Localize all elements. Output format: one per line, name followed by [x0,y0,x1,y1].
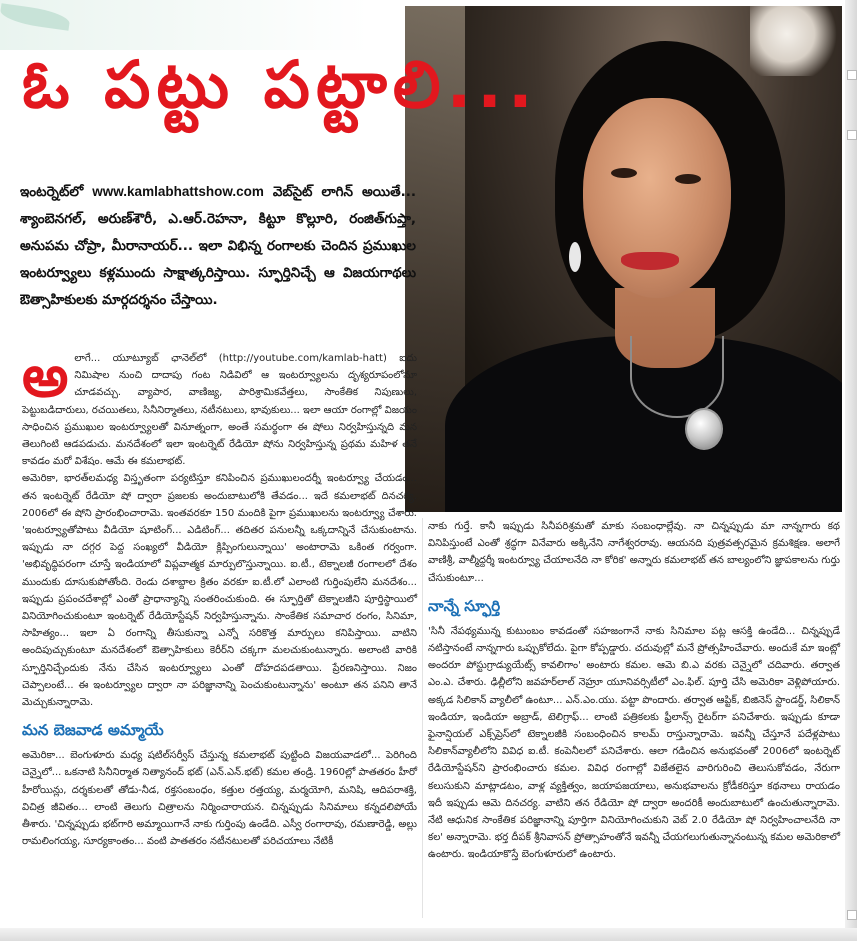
frame-square [847,70,857,80]
left-column [22,342,417,850]
drop-cap: అ [22,342,69,410]
right-paragraph-1: నాకు గుర్తే. కానీ ఇప్పుడు సినీపరిశ్రమతో మాకు సంబంధాల్లేవు. నా చిన్నప్పుడు మా నాన్నగారు కథ వినిపిస్తుంటే ఎంతో శ్రద్ధగా వినేవారు అక్కినేని నాగేశ్వరరావు. ఆయనది పుత్రవత్సరమైన క్రమశిక్షణ. అలాగే వాణిశ్రీ, వాల్మీద్దర్శీ ఇంటర్వ్యూ చేయాలనేది నా కోరిక' అన్నారు కమలాభట్ తన బాల్యంలోని జ్ఞాపకాలను గుర్తు చేసుకుంటూ... [428,521,840,584]
photo-necklace [630,336,724,418]
left-paragraph-2: అమెరికా, భారత్‌లమధ్య విస్తృతంగా పర్యటిస్తూ కనిపించిన ప్రముఖులందర్నీ ఇంటర్వ్యూ చేయడం... తన ఇంటర్నెట్ రేడియో షో ద్వారా ప్రజలకు అందుబాటులోకి తేవడం... ఇదే కమలాభట్ దినచర్య. 2006లో ఈ షోని ప్రారంభించారామె. ఇంతవరకూ 150 మందికి పైగా ప్రముఖులను ఇంటర్వ్యూ చేశారు. 'ఇంటర్వ్యూతోపాటు వీడియో షూటింగ్... ఎడిటింగ్... తదితర పనులన్నీ ఒక్కదాన్నినే చేసుకుంటాను. ఇప్పుడు నా దగ్గర పెద్ద సంఖ్యలో వీడియో క్లిప్పింగులున్నాయి' అంటారామె ఒకింత గర్వంగా. 'అభివృద్ధిపరంగా చూస్తే ఇండియాలో విప్లవాత్మక మార్పులొస్తున్నాయి. ఐ.టీ., టెక్నాలజీ రంగాలలో దేశం ముందుకు దూసుకుపోతోంది. రెండు దశాబ్దాల క్రితం వరకూ ఐ.టీ.లో ఎలాంటి గుర్తింపులేని మనదేశం... ఇప్పుడు ప్రపంచదేశాల్లో ఎంతో ప్రాధాన్యాన్ని సంతరించుకుంది. ఈ స్ఫూర్తితో టెక్నాలజీని పూర్తిస్థాయిలో వినియోగించుకుంటూ ఇంటర్నెట్ రేడియోస్టేషన్ నిర్వహిస్తున్నాను. సాంకేతిక సమాచార రంగం, సినిమా, సాహిత్యం... ఇలా ఏ రంగాన్ని తీసుకున్నా ఎన్నో సరికొత్త మార్పులు కనిపిస్తాయి. వాటిని అందిపుచ్చుకుంటూ మనదేశంలో ఔత్సాహికులు కెరీర్‌ని చక్కగా మలచుకుంటున్నారు. అలాంటి వారికి స్ఫూర్తినిచ్చేందుకు నేను చేసిన ఇంటర్వ్యూలు ఎంతో దోహదపడతాయి. ప్రేరణనిస్తాయి. నిజం చెప్పాలంటే... ఈ ఇంటర్వ్యూల ద్వారా నా పరిజ్ఞానాన్ని పెంచుకుంటున్నాను' అంటూ తన పనిని తానే మెచ్చుకున్నారామె. [22,473,417,709]
left-paragraph-1 [22,342,417,470]
intro-paragraph [20,178,416,314]
column-divider [422,518,423,918]
frame-square [847,910,857,920]
photo-pendant [685,408,723,450]
intro-text-rest: వెబ్‌సైట్ లాగిన్ అయితే... శ్యాంబెనగల్, అరుణ్‌శౌరీ, ఎ.ఆర్.రెహనా, కిట్టూ కొల్లూరి, రంజిత్‌గుప్తా, అనుపమ చోప్రా, మీరానాయర్... ఇలా విభిన్న రంగాలకు చెందిన ప్రముఖుల ఇంటర్వ్యూలు కళ్లముందు సాక్షాత్కరిస్తాయి. స్ఫూర్తినిచ్చే ఆ విజయగాథలు ఔత్సాహికులకు మార్గదర్శనం చేస్తాయి. [20,184,416,308]
frame-square [847,130,857,140]
page-frame-right [845,0,857,941]
photo-earring [569,242,581,272]
intro-text-start: ఇంటర్నెట్‌లో [20,184,93,200]
left-paragraph-3: అమెరికా... బెంగుళూరు మధ్య షటిల్‌సర్వీస్ చేస్తున్న కమలాభట్ పుట్టింది విజయవాడలో... పెరిగింది చెన్నైలో... ఒకనాటి సినీనిర్మాత నిత్యానంద్ భట్ (ఎన్.ఎన్.భట్) కమల తండ్రి. 1960ల్లో పాతతరం హీరో హీరోయిన్లు, దర్శకులతో తోడు-నీడ, రక్తసంబంధం, కత్తుల రత్తయ్య, మర్మయోగి, మనిషి, ఆదిపరాశక్తి, విచిత్ర జీవితం... లాంటి తెలుగు చిత్రాలను నిర్మించారాయన. చిన్నప్పుడు సినిమాలు కన్నదలిపోయే తీశారు. 'చిన్నప్పుడు భట్‌గారి అమ్మాయిగానే నాకు గుర్తింపు ఉండేది. ఎస్వీ రంగారావు, రమణారెడ్డి, అల్లు రామలింగయ్య, సూర్యకాంతం... వంటి పాతతరం నటీనటులతో పరిచయాలు నేటికీ [22,750,417,848]
page-frame-bottom [0,928,857,941]
left-paragraph-1-text: లాగే... యూట్యూబ్ ఛానెల్‌లో (http://youtube.com/kamlab-hatt) ఐదు నిమిషాల నుంచి దాదాపు గంట నిడివిలో ఆ ఇంటర్వ్యూలను దృశ్యరూపంలోనూ చూడవచ్చు. వ్యాపార, వాణిజ్య, పారిశ్రామికవేత్తలు, సాంకేతిక నిపుణులు, పెట్టుబడిదారులు, రచయితలు, సినీనిర్మాతలు, నటీనటులు, భావుకులు... ఇలా ఆయా రంగాల్లో విజయం సాధించిన ప్రముఖుల ఇంటర్వ్యూలతో వినూత్నంగా, అంతే సమర్థంగా ఈ షోలు నిర్వహిస్తున్నది మన తెలుగింటి ఆడపడుచు. మనదేశంలో ఇలా ఇంటర్నెట్ రేడియో షోను నిర్వహిస్తున్న ప్రథమ మహిళ తనే కావడం మరో విశేషం. ఆమే ఈ కమలాభట్. [22,353,417,468]
website-link[interactable]: www.kamlabhattshow.com [92,184,264,199]
subheading-bezawada: మన బెజవాడ అమ్మాయే [22,721,164,740]
photo-flower-decoration [750,6,842,76]
right-paragraph-2: 'సినీ నేపథ్యమున్న కుటుంబం కావడంతో సహజంగానే నాకు సినిమాల పట్ల ఆసక్తి ఉండేది... చిన్నప్పుడే నటిస్తానంటే నాన్నగారు ఒప్పుకోలేదు. పైగా కోప్పడ్డారు. చదువుల్లో మనే ప్రోత్సహించేవారు. అందుకే మా ఇంట్లో అందరూ పోస్టుగ్రాడ్యుయేట్స్ కావలిగాం' అంటారు కమల. ఆమె బి.ఎ వరకు చెన్నైలో చదివారు. తర్వాత ఎం.ఎ. చేశారు. ఢిల్లీలోని జవహర్‌లాల్ నెహ్రూ యూనివర్సిటీలో ఎం.ఫిల్. పూర్తి చేసి అమెరికా వెళ్లిపోయారు. అక్కడ సిలికాన్ వ్యాలీలో ఉంటూ... ఎన్.ఎం.యు. పట్టా పొందారు. తర్వాత ఆప్టిక్, బిజినెస్ స్టాండర్డ్, సిలికాన్ ఇండియా, ఇండియా అబ్రాడ్, టెలిగ్రాఫ్... లాంటి పత్రికలకు ఫ్రీలాన్స్ రైటర్‌గా పనిచేశారు. ఇప్పుడు కూడా ఫైనాన్షియల్ ఎక్స్‌ప్రెస్‌లో టెక్నాలజీకి సంబంధించిన కాలమ్ రాస్తున్నారామె. ఇవన్నీ చేస్తూనే పదేళ్లపాటు సిలికాన్‌వ్యాలీలోని వివిధ ఐ.టీ. కంపెనీలలో పనిచేశారు. ఆలా గడించిన అనుభవంతో 2006లో ఇంటర్నెట్ రేడియోస్టేషన్‌ని ప్రారంభించారు కమల. వివిధ రంగాల్లో విజేతలైన వారిగురించి తెలుసుకోవడం, నేరుగా కలుసుకుని మాట్లాడటం, వాళ్ల వ్యక్తిత్వం, జయాపజయాలు, అనుభవాలను క్రోడీకరిస్తూ కథనాలు రాయడం ఇదీ ఇప్పుడు ఆమె దినచర్య. వాటిని తన రేడియో షో ద్వారా అందరికీ అందుబాటులో ఉంచుతున్నారామె. నేటి ఆధునిక సాంకేతిక పరిజ్ఞానాన్ని పూర్తిగా వినియోగించుకుని వెబ్ 2.0 రేడియో షో నిర్వహించాలనేది నా కల' అన్నారామె. భర్త దీపక్ శ్రీనివాసన్ ప్రోత్సాహంతోనే ఇవన్నీ చేయగలుగుతున్నానంటున్న కమల అమెరికాలో ఉంటారు. ఇండియాకొస్తే బెంగుళూరులో ఉంటారు. [428,625,840,861]
photo-lips [621,252,679,270]
headline: ఓ పట్టు పట్టాలి... [22,48,539,123]
subheading-father-inspiration: నాన్నే స్ఫూర్తి [428,596,501,615]
right-column [428,518,840,864]
photo-eye-right [675,174,701,184]
photo-eye-left [611,168,637,178]
